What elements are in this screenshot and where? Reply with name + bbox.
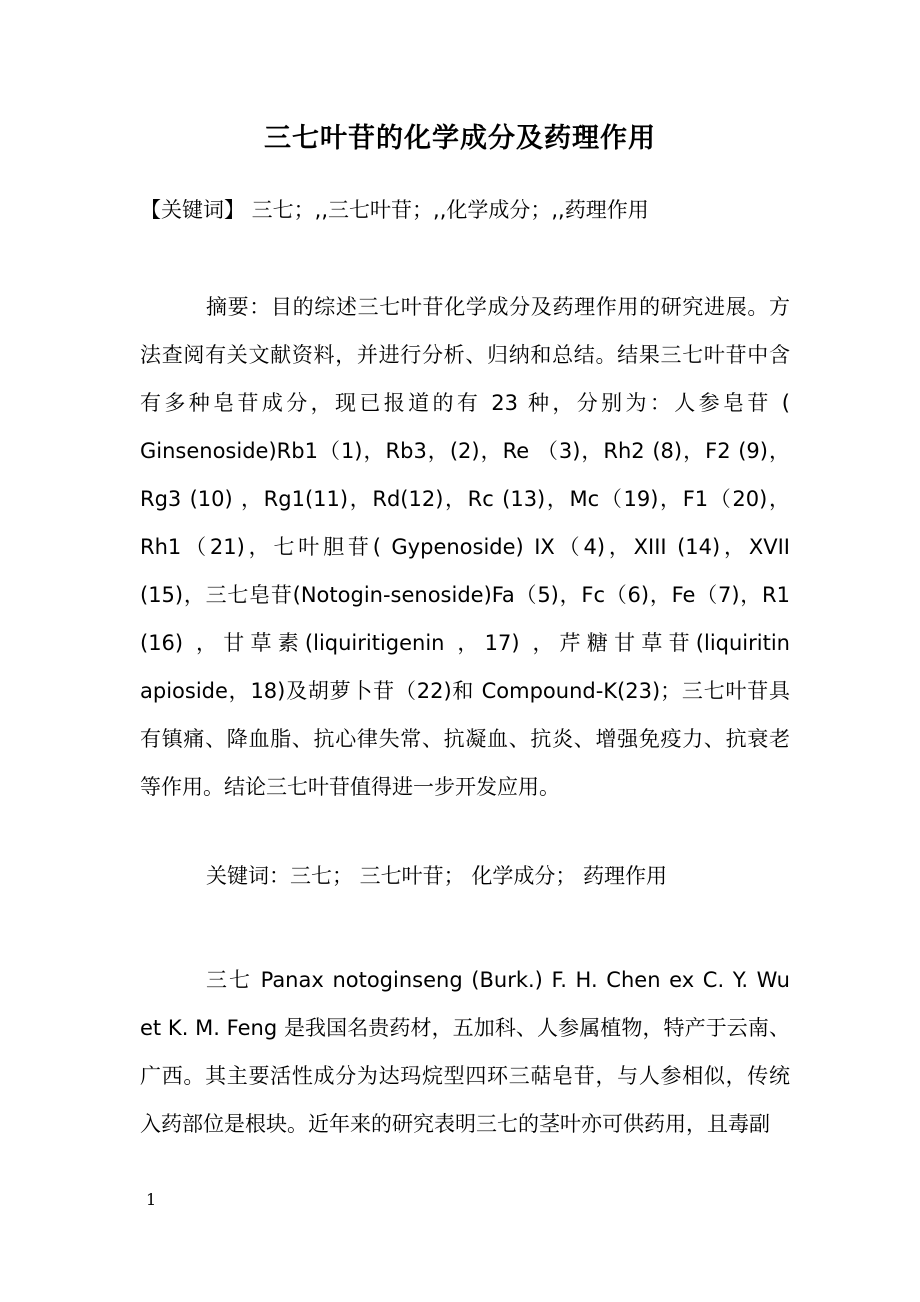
abstract-paragraph: 摘要：目的综述三七叶苷化学成分及药理作用的研究进展。方法查阅有关文献资料，并进行分析、归纳和总结。结果三七叶苷中含有多种皂苷成分，现已报道的有 23 种，分别为：人参皂苷 ( Ginsenoside)Rb1（1)，Rb3，(2)，Re （3)，Rh2 (8)，F2 (9)，Rg3 (10) ，Rg1(11)，Rd(12)，Rc (13)，Mc（19)，F1（20)，Rh1（21)，七叶胆苷( Gypenoside) IX（4)，XIII (14)，XVII (15)，三七皂苷(Notogin-senoside)Fa（5)，Fc（6)，Fe（7)，R1 (16) ，甘草素(liquiritigenin ，17) ，芹糖甘草苷(liquiritin apioside，18)及胡萝卜苷（22)和 Compound-K(23)；三七叶苷具有镇痛、降血脂、抗心律失常、抗凝血、抗炎、增强免疫力、抗衰老等作用。结论三七叶苷值得进一步开发应用。	[140, 295, 790, 799]
keywords-header: 【关键词】 三七；,,三七叶苷；,,化学成分；,,药理作用	[140, 198, 649, 222]
intro-paragraph: 三七 Panax notoginseng (Burk.) F. H. Chen ex C. Y. Wu et K. M. Feng 是我国名贵药材，五加科、人参属植物，特产于云南、广西。其主要活性成分为达玛烷型四环三萜皂苷，与人参相似，传统入药部位是根块。近年来的研究表明三七的茎叶亦可供药用，且毒副	[140, 968, 790, 1136]
document-title: 三七叶苷的化学成分及药理作用	[264, 123, 656, 154]
keywords-line: 关键词：三七； 三七叶苷； 化学成分； 药理作用	[206, 864, 668, 888]
page-number: 1	[146, 1190, 157, 1209]
